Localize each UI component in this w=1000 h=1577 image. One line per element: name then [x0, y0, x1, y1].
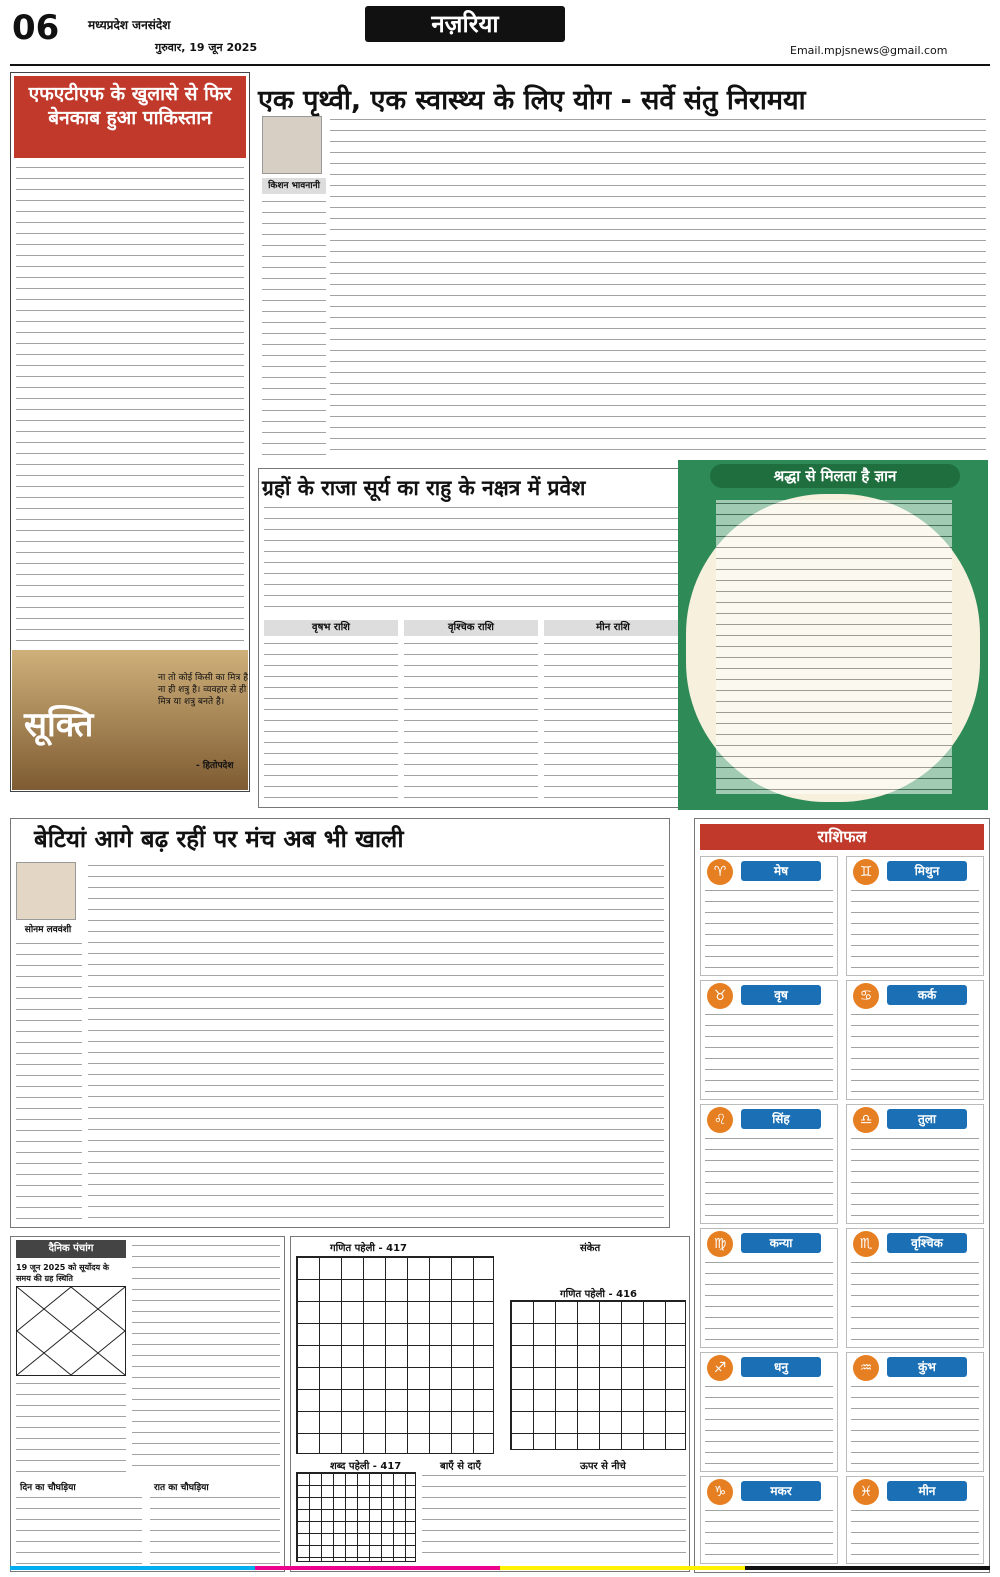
paper-name: मध्यप्रदेश जनसंदेश: [88, 18, 171, 32]
choghadiya-night-title: रात का चौघड़िया: [154, 1483, 209, 1493]
meen-body: [544, 640, 682, 800]
sukti-text: ना तो कोई किसी का मित्र है ना ही शत्रु है। व्यवहार से ही मित्र या शत्रु बनते है।: [158, 673, 248, 707]
rashi-kanya: ♍ कन्या: [700, 1228, 838, 1348]
kumbh-icon: ♒: [853, 1355, 879, 1381]
rashi-dhanu: ♐ धनु: [700, 1352, 838, 1472]
ganit2-grid[interactable]: [510, 1300, 686, 1450]
kark-icon: ♋: [853, 983, 879, 1009]
vrishabh-body: [264, 640, 398, 800]
meen-icon: ♓: [853, 1479, 879, 1505]
ganit-grid[interactable]: [296, 1256, 494, 1454]
panchang-subtitle: 19 जून 2025 को सूर्योदय के समय की ग्रह स्थिति: [16, 1263, 110, 1283]
sanket-title: संकेत: [580, 1243, 601, 1254]
choghadiya-day-title: दिन का चौघड़िया: [20, 1483, 76, 1493]
ganit-title: गणित पहेली - 417: [330, 1243, 407, 1254]
rashi-vrishchik: ♏ वृश्चिक: [846, 1228, 984, 1348]
col-vrishchik: वृश्चिक राशि: [404, 620, 538, 636]
rashi-mesh: ♈ मेष: [700, 856, 838, 976]
page-number: 06: [12, 8, 60, 48]
kanya-icon: ♍: [707, 1231, 733, 1257]
betiyan-body-col1: [16, 940, 82, 1220]
rashi-singh: ♌ सिंह: [700, 1104, 838, 1224]
main-headline: एक पृथ्वी, एक स्वास्थ्य के लिए योग - सर्वे संतु निरामया: [258, 85, 806, 116]
sun-transit-body: [264, 504, 682, 616]
rashi-vrish: ♉ वृष: [700, 980, 838, 1100]
shabd-clues: [422, 1472, 686, 1562]
betiyan-body: [88, 862, 664, 1220]
left-right-title: बाएँ से दाएँ: [440, 1461, 481, 1472]
ganit2-title: गणित पहेली - 416: [560, 1289, 637, 1300]
kundli-chart: [16, 1286, 126, 1376]
main-article-body-col1: [262, 198, 326, 460]
rashi-meen: ♓ मीन: [846, 1476, 984, 1564]
author-name: किशन भावनानी: [262, 178, 326, 194]
shabd-grid[interactable]: [296, 1472, 416, 1562]
mesh-icon: ♈: [707, 859, 733, 885]
rashi-kark: ♋ कर्क: [846, 980, 984, 1100]
col-meen: मीन राशि: [544, 620, 682, 636]
vrish-icon: ♉: [707, 983, 733, 1009]
issue-date: गुरुवार, 19 जून 2025: [155, 41, 258, 54]
top-down-title: ऊपर से नीचे: [580, 1461, 626, 1472]
dhanu-icon: ♐: [707, 1355, 733, 1381]
panchang-title: दैनिक पंचांग: [16, 1240, 126, 1258]
left-article-body: [16, 164, 244, 646]
contact-email: Email.mpjsnews@gmail.com: [790, 44, 948, 57]
kundli-lines: [17, 1287, 125, 1375]
rashifal-title: राशिफल: [700, 824, 984, 850]
shraddha-headline: श्रद्धा से मिलता है ज्ञान: [710, 464, 960, 488]
betiyan-author-name: सोनम लववंशी: [24, 925, 72, 935]
betiyan-author-photo: [16, 862, 76, 920]
mithun-icon: ♊: [853, 859, 879, 885]
section-title: नज़रिया: [365, 6, 565, 42]
vrishchik-icon: ♏: [853, 1231, 879, 1257]
rashi-tula: ♎ तुला: [846, 1104, 984, 1224]
makar-icon: ♑: [707, 1479, 733, 1505]
left-headline: एफएटीएफ के खुलासे से फिर बेनकाब हुआ पाकिस्तान: [14, 76, 246, 158]
shraddha-body: [716, 500, 952, 794]
sukti-source: - हितोपदेश: [196, 761, 234, 771]
rashi-kumbh: ♒ कुंभ: [846, 1352, 984, 1472]
color-strip: [10, 1566, 990, 1570]
choghadiya-night: [150, 1494, 280, 1564]
graha-list: [16, 1380, 126, 1476]
shabd-title: शब्द पहेली - 417: [330, 1461, 402, 1472]
sukti-label: सूक्ति: [24, 705, 94, 745]
author-photo: [262, 116, 322, 174]
vrishchik-body: [404, 640, 538, 800]
betiyan-headline: बेटियां आगे बढ़ रहीं पर मंच अब भी खाली: [34, 825, 404, 853]
rashi-mithun: ♊ मिथुन: [846, 856, 984, 976]
tula-icon: ♎: [853, 1107, 879, 1133]
col-vrishabh: वृषभ राशि: [264, 620, 398, 636]
sun-transit-headline: ग्रहों के राजा सूर्य का राहु के नक्षत्र में प्रवेश: [262, 476, 586, 500]
main-article-body: [330, 116, 986, 460]
choghadiya-day: [16, 1494, 142, 1564]
rashi-makar: ♑ मकर: [700, 1476, 838, 1564]
header-rule: [10, 64, 990, 66]
panchang-details: [132, 1242, 280, 1476]
singh-icon: ♌: [707, 1107, 733, 1133]
